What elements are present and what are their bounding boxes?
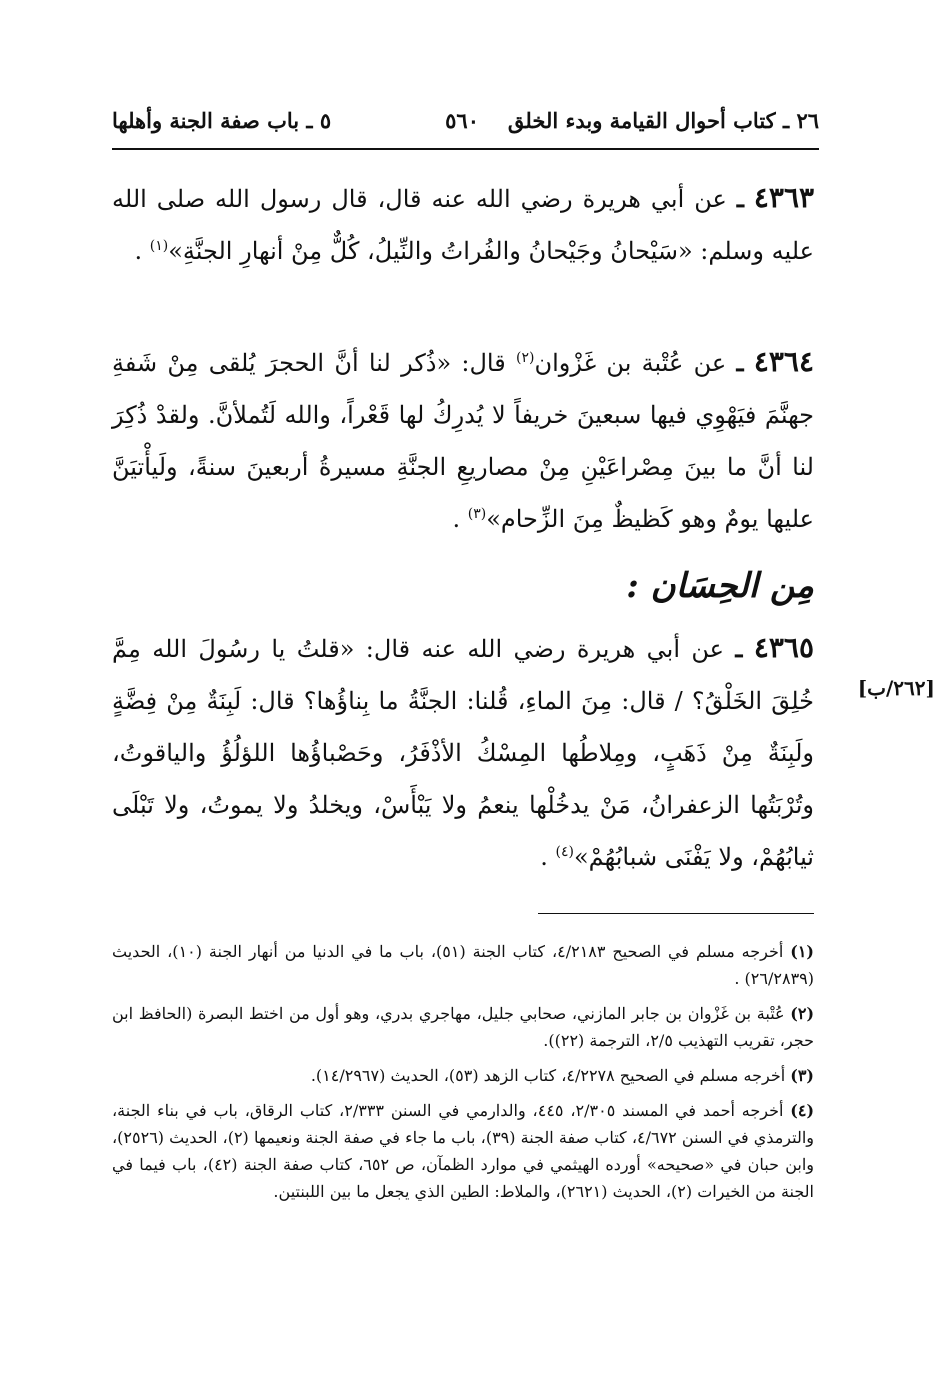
footnote-text: أخرجه مسلم في الصحيح ٤/٢١٨٣، كتاب الجنة (٥١)، باب ما في الدنيا من أنهار الجنة (١٠)، الحديث (٢٦/٢٨٣٩) . bbox=[112, 942, 814, 988]
hadith-4363 bbox=[112, 172, 814, 277]
footnote-text: أخرجه مسلم في الصحيح ٤/٢٢٧٨، كتاب الزهد (٥٣)، الحديث (١٤/٢٩٦٧). bbox=[310, 1066, 786, 1085]
header-divider bbox=[112, 148, 819, 150]
hadith-end: . bbox=[134, 237, 143, 265]
footnote-text: أخرجه أحمد في المسند ٢/٣٠٥، ٤٤٥، والدارمي في السنن ٢/٣٣٣، كتاب الرقاق، باب في بناء الجنة، والترمذي في السنن ٤/٦٧٢، كتاب صفة الجنة (٣٩)، باب ما جاء في صفة الجنة ونعيمها (٢)، الحديث (٢٥٢٦)، وابن حبان في «صحيحه» أورده الهيثمي في موارد الظمآن، ص ٦٥٢، كتاب صفة الجنة (٤٢)، باب فيما في الجنة من الخيرات (٢)، الحديث (٢٦٢١)، والملاط: الطين الذي يجعل ما بين اللبنتين. bbox=[112, 1101, 814, 1201]
hadith-number: ٤٣٦٤ bbox=[753, 345, 814, 378]
footnote-ref: (١) bbox=[149, 238, 169, 254]
section-heading: مِن الحِسَان : bbox=[626, 566, 814, 606]
hadith-4365 bbox=[112, 622, 814, 883]
footnote-ref: (٣) bbox=[467, 506, 487, 522]
hadith-number: ٤٣٦٥ bbox=[753, 631, 814, 664]
header-book-title: ٢٦ ـ كتاب أحوال القيامة وبدء الخلق bbox=[507, 108, 819, 133]
hadith-end: . bbox=[540, 843, 548, 871]
footnote-number: (٤) bbox=[790, 1101, 815, 1120]
footnote-4 bbox=[112, 1097, 814, 1205]
footnote-number: (١) bbox=[790, 942, 814, 961]
page-header bbox=[112, 108, 819, 144]
footnote-1 bbox=[112, 938, 814, 992]
hadith-dash: ـ bbox=[736, 348, 744, 377]
hadith-end: . bbox=[452, 505, 461, 533]
manuscript-folio-note: [٢٦٢/ب] bbox=[857, 676, 935, 700]
footnote-number: (٢) bbox=[790, 1004, 815, 1023]
footnotes bbox=[112, 938, 814, 1213]
hadith-text: عن أبي هريرة رضي الله عنه قال، قال رسول الله صلى الله عليه وسلم: «سَيْحانُ وجَيْحانُ والفُراتُ والنِّيلُ، كُلٌّ مِنْ أنهارِ الجنَّةِ» bbox=[112, 185, 814, 265]
header-page-number: ٥٦٠ bbox=[445, 108, 479, 133]
hadith-number: ٤٣٦٣ bbox=[753, 181, 815, 214]
hadith-text-continued: قال: «ذُكر لنا أنَّ الحجرَ يُلقى مِنْ شَفةِ جهنَّمَ فيَهْوِي فيها سبعينَ خريفاً لا يُدرِكُ لها قَعْراً، والله لَتُملأنَّ. ولقدْ ذُكِرَ لنا أنَّ ما بينَ مِصْراعَيْنِ مِنْ مصاريعِ الجنَّةِ مسيرةُ أربعينَ سنةً، ولَيأْتيَنَّ عليها يومٌ وهو كَظيظٌ مِنَ الزِّحام» bbox=[112, 349, 814, 533]
footnote-3 bbox=[112, 1062, 814, 1089]
hadith-dash: ـ bbox=[735, 634, 743, 663]
footnote-ref: (٢) bbox=[516, 350, 535, 366]
hadith-4364 bbox=[112, 336, 814, 545]
hadith-text: عن عُتْبة بن غَزْوان bbox=[534, 349, 727, 377]
footnote-number: (٣) bbox=[790, 1066, 814, 1085]
header-chapter-title: ٥ ـ باب صفة الجنة وأهلها bbox=[112, 108, 332, 133]
hadith-text: عن أبي هريرة رضي الله عنه قال: «قلتُ يا رسُولَ الله مِمَّ خُلِقَ الخَلْقُ؟ / قال: مِنَ الماءِ، قُلنا: الجنَّةُ ما بِناؤُها؟ قال: لَبِنَةٌ مِنْ فِضَّةٍ ولَبِنَةٌ مِنْ ذَهَبٍ، ومِلاطُها المِسْكُ الأذْفَرُ، وحَصْباؤُها اللؤلُؤُ والياقوتُ، وتُرْبَتُها الزعفرانُ، مَنْ يدخُلْها ينعمُ ولا يَبْأَسْ، ويخلدُ ولا يموتُ، ولا تَبْلَى ثيابُهُمْ، ولا يَفْنَى شبابُهُمْ» bbox=[112, 635, 814, 871]
footnote-ref: (٤) bbox=[555, 844, 574, 860]
footnote-2 bbox=[112, 1000, 814, 1054]
hadith-dash: ـ bbox=[736, 184, 744, 213]
footnote-divider bbox=[538, 913, 814, 914]
footnote-text: عُتْبة بن غَزْوان بن جابر المازني، صحابي جليل، مهاجري بدري، وهو أول من اختط البصرة (الحافظ ابن حجر، تقريب التهذيب ٢/٥، الترجمة (٢٢)). bbox=[112, 1004, 814, 1050]
